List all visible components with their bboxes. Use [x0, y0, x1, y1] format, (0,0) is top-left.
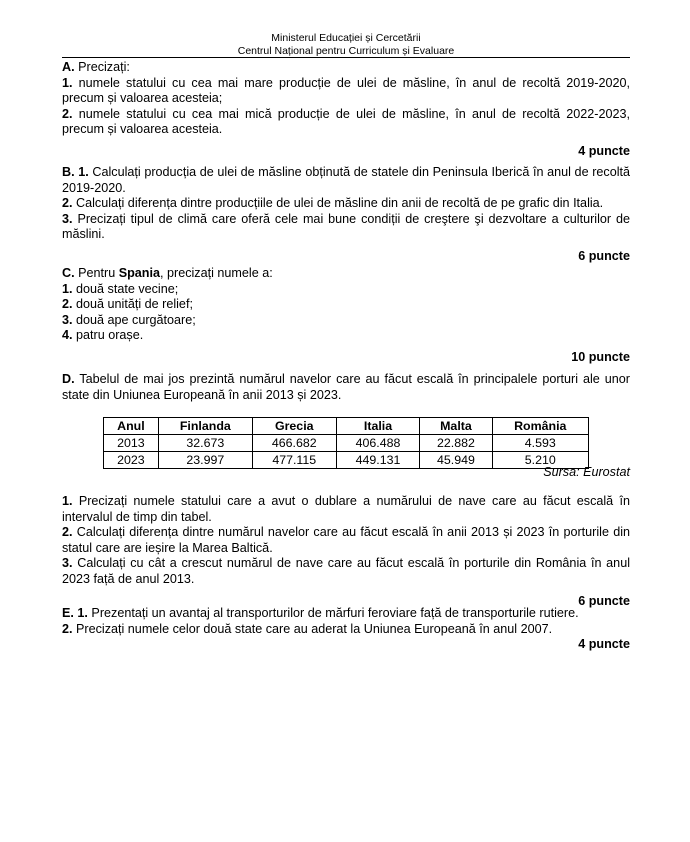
table-cell: 2023 — [104, 452, 159, 469]
table-cell: 466.682 — [252, 435, 336, 452]
section-b-item-1: B. 1. Calculați producția de ulei de măsline obținută de statele din Peninsula Iberică în anul de recoltă 2019-2020. — [62, 165, 631, 195]
table-cell: 22.882 — [420, 435, 492, 452]
table-header-cell: Grecia — [252, 418, 336, 435]
section-b — [62, 165, 630, 265]
section-e-points: 4 puncte — [578, 637, 630, 652]
section-d-questions — [62, 494, 630, 609]
header-ministry: Ministerul Educației și Cercetării — [271, 32, 421, 44]
table-cell: 23.997 — [158, 452, 252, 469]
section-b-points: 6 puncte — [578, 248, 630, 263]
table-header-cell: Finlanda — [158, 418, 252, 435]
section-d-item-2: 2. Calculați diferența dintre numărul navelor care au făcut escală în anii 2013 și 2023 în porturile din statul care are ieșire la Marea Baltică. — [62, 525, 630, 555]
section-c-item-1: 1. două state vecine; — [62, 281, 179, 296]
table-header-cell: Malta — [420, 418, 492, 435]
table-cell: 477.115 — [252, 452, 336, 469]
table-header-cell: Anul — [104, 418, 159, 435]
section-c-intro: C. Pentru Spania, precizați numele a: — [62, 266, 273, 280]
section-e — [62, 606, 630, 653]
section-e-item-2: 2. Precizați numele celor două state care au aderat la Uniunea Europeană în anul 2007. — [62, 621, 553, 636]
section-d-intro: D. Tabelul de mai jos prezintă numărul navelor care au făcut escală în principalele porturi ale unor state din Uniunea Europeană în anii 2013 și 2023. — [62, 372, 630, 402]
section-a-label: A. — [62, 60, 75, 74]
table-cell: 4.593 — [492, 435, 588, 452]
section-d-points: 6 puncte — [578, 593, 630, 608]
section-d-item-1: 1. Precizați numele statului care a avut o dublare a numărului de nave care au făcut escală în intervalul de timp din tabel. — [62, 494, 630, 524]
section-e-item-1: E. 1. Prezentați un avantaj al transporturilor de mărfuri feroviare față de transporturile rutiere. — [62, 606, 579, 620]
table-header-cell: Italia — [336, 418, 420, 435]
table-cell: 449.131 — [336, 452, 420, 469]
section-a-item-2: 2. numele statului cu cea mai mică producție de ulei de măsline, în anul de recoltă 2022-2023, precum și valoarea acesteia. — [62, 106, 630, 137]
section-c-item-2: 2. două unități de relief; — [62, 297, 193, 312]
section-c-points: 10 puncte — [571, 349, 630, 364]
table-source: Sursa: Eurostat — [543, 465, 630, 479]
table-cell: 2013 — [104, 435, 159, 452]
page-header — [62, 32, 630, 57]
section-b-item-3: 3. Precizați tipul de climă care oferă cele mai bune condiții de creştere şi dezvoltare a culturilor de măslini. — [62, 211, 631, 242]
section-d-item-3: 3. Calculați cu cât a crescut numărul de nave care au făcut escală în porturile din România în anul 2023 față de anul 2013. — [62, 556, 630, 586]
section-b-item-2: 2. Calculați diferența dintre producțiile de ulei de măsline din anii de recoltă de pe grafic din Italia. — [62, 196, 604, 211]
table-cell: 45.949 — [420, 452, 492, 469]
section-c — [62, 266, 630, 366]
section-a-item-1: 1. numele statului cu cea mai mare producție de ulei de măsline, în anul de recoltă 2019-2020, precum și valoarea acesteia; — [62, 75, 631, 106]
section-c-item-4: 4. patru orașe. — [62, 328, 144, 343]
table-header-cell: România — [492, 418, 588, 435]
ships-table — [103, 417, 589, 469]
table-cell: 32.673 — [158, 435, 252, 452]
table-cell: 406.488 — [336, 435, 420, 452]
section-a-intro: Precizați: — [78, 60, 130, 74]
section-a-points: 4 puncte — [578, 143, 630, 158]
section-a — [62, 60, 630, 160]
section-c-item-3: 3. două ape curgătoare; — [62, 312, 196, 327]
table-row — [104, 435, 589, 452]
table-header-row — [104, 418, 589, 435]
header-center: Centrul Național pentru Curriculum și Evaluare — [237, 44, 455, 57]
header-divider — [62, 57, 630, 58]
table-cell: 5.210 — [492, 452, 588, 469]
